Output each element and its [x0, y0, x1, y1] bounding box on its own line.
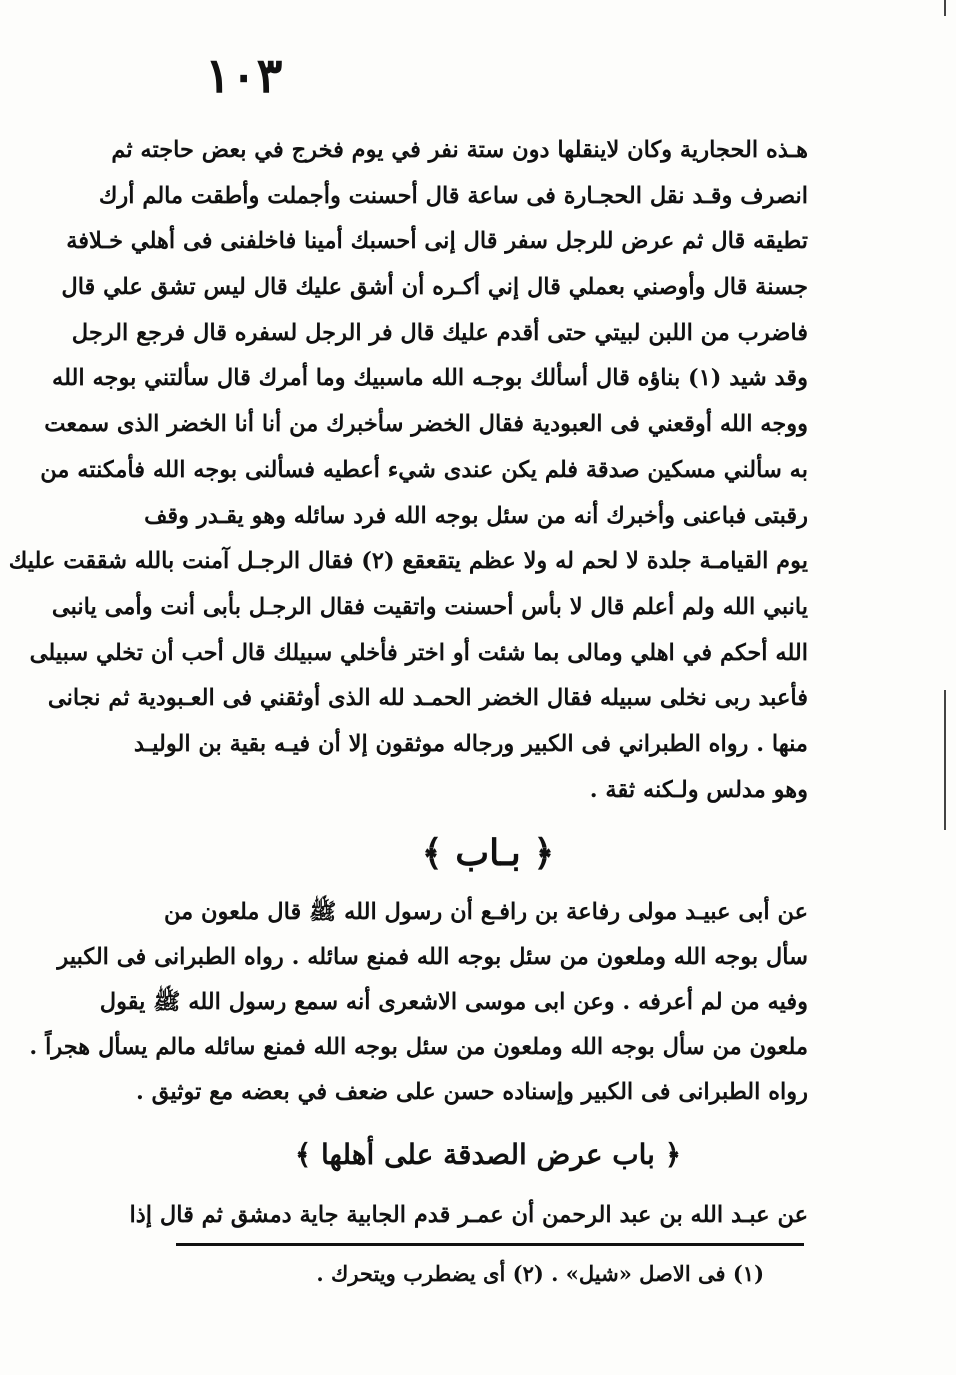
paragraph-1 [8, 128, 808, 813]
margin-mark-middle [944, 690, 946, 830]
text-line: منها . رواه الطبراني فى الكبير ورجاله موثقون إلا أن فيـه بقية بن الوليـد [133, 730, 808, 757]
text-line: تطيقه قال ثم عرض للرجل سفر قال إنى أحسبك أمينا فاخلفنى فى أهلي خـلافة [66, 228, 808, 255]
chapter-heading-1: ﴿ بـاب ﴾ [421, 832, 555, 874]
text-line: هـذه الحجارية وكان لاينقلها دون ستة نفر في يوم فخرج في بعض حاجته ثم [111, 137, 808, 163]
text-line: ووجه الله أوقعني فى العبودية فقال الخضر سأخبرك من أنا أنا الخضر الذى سمعت [44, 411, 808, 438]
text-line: يانبي الله ولم أعلم قال لا بأس أحسنت واتقيت فقال الرجـل بأبى أنت وأمى يانبى [51, 593, 808, 620]
text-line: فاضرب من اللبن لبيتي حتى أقدم عليك قال فر الرجل لسفره قال فرجع الرجل [71, 319, 808, 346]
chapter-heading-2: ﴿ باب عرض الصدقة على أهلها ﴾ [294, 1138, 682, 1171]
text-line: جسنة قال وأوصني بعملي قال إني أكـره أن أشق عليك قال ليس تشق علي قال [61, 274, 808, 301]
text-line: انصرف وقـد نقل الحجـارة فى ساعة قال أحسنت وأجملت وأطقت مالم أرك [98, 182, 808, 209]
margin-mark-top [944, 0, 946, 16]
page-number: ١٠٣ [205, 48, 283, 104]
text-line: وهو مدلس ولـكنه ثقة . [589, 776, 808, 803]
text-line: رواه الطبرانى فى الكبير وإسناده حسن على ضعف في بعضه مع توثيق . [135, 1079, 808, 1105]
text-line: عن عبـد الله بن عبد الرحمن أن عمـر قدم الجابية جاية دمشق ثم قال إذا [129, 1202, 808, 1228]
footnote: (١) فى الاصل «شيل» . (٢) أى يضطرب ويتحرك . [316, 1261, 764, 1286]
text-line: ملعون من سأل بوجه الله وملعون من سئل بوجه الله فمنع سائله مالم يسأل هجراً . [29, 1034, 808, 1060]
text-line: سأل بوجه الله وملعون من سئل بوجه الله فمنع سائله . رواه الطبرانى فى الكبير [57, 944, 808, 970]
text-line: يوم القيامـة جلدة لا لحم له ولا عظم يتقعقع (٢) فقال الرجـل آمنت بالله شققت عليك [8, 548, 808, 575]
text-line: وقد شيد (١) بناؤه قال أسألك بوجـه الله ماسبيك وما أمرك قال سألتني بوجه الله [52, 365, 808, 392]
text-line: به سألني مسكين صدقة فلم يكن عندى شيء أعطيه فسألنى بوجه الله فأمكنته من [40, 456, 808, 483]
paragraph-3 [129, 1193, 808, 1238]
text-line: رقبتى فباعنى وأخبرك أنه من سئل بوجه الله فرد سائله وهو يقـدر وقف [144, 502, 808, 529]
text-line: فأعبد ربى نخلى سبيله فقال الخضر الحمـد لله الذى أوثقني فى العـبودية ثم نجانى [47, 685, 808, 712]
text-line: الله أحكم في اهلي ومالى بما شئت أو اختر فأخلي سبيلك قال أحب أن تخلي سبيلى [29, 639, 808, 666]
footnote-divider [176, 1243, 804, 1246]
text-line: عن أبى عبيـد مولى رفاعة بن رافـع أن رسول الله ﷺ قال ملعون من [163, 899, 808, 925]
text-line: وفيه من لم أعرفه . وعن ابى موسى الاشعرى أنه سمع رسول الله ﷺ يقول [99, 989, 808, 1015]
paragraph-2 [29, 890, 808, 1115]
